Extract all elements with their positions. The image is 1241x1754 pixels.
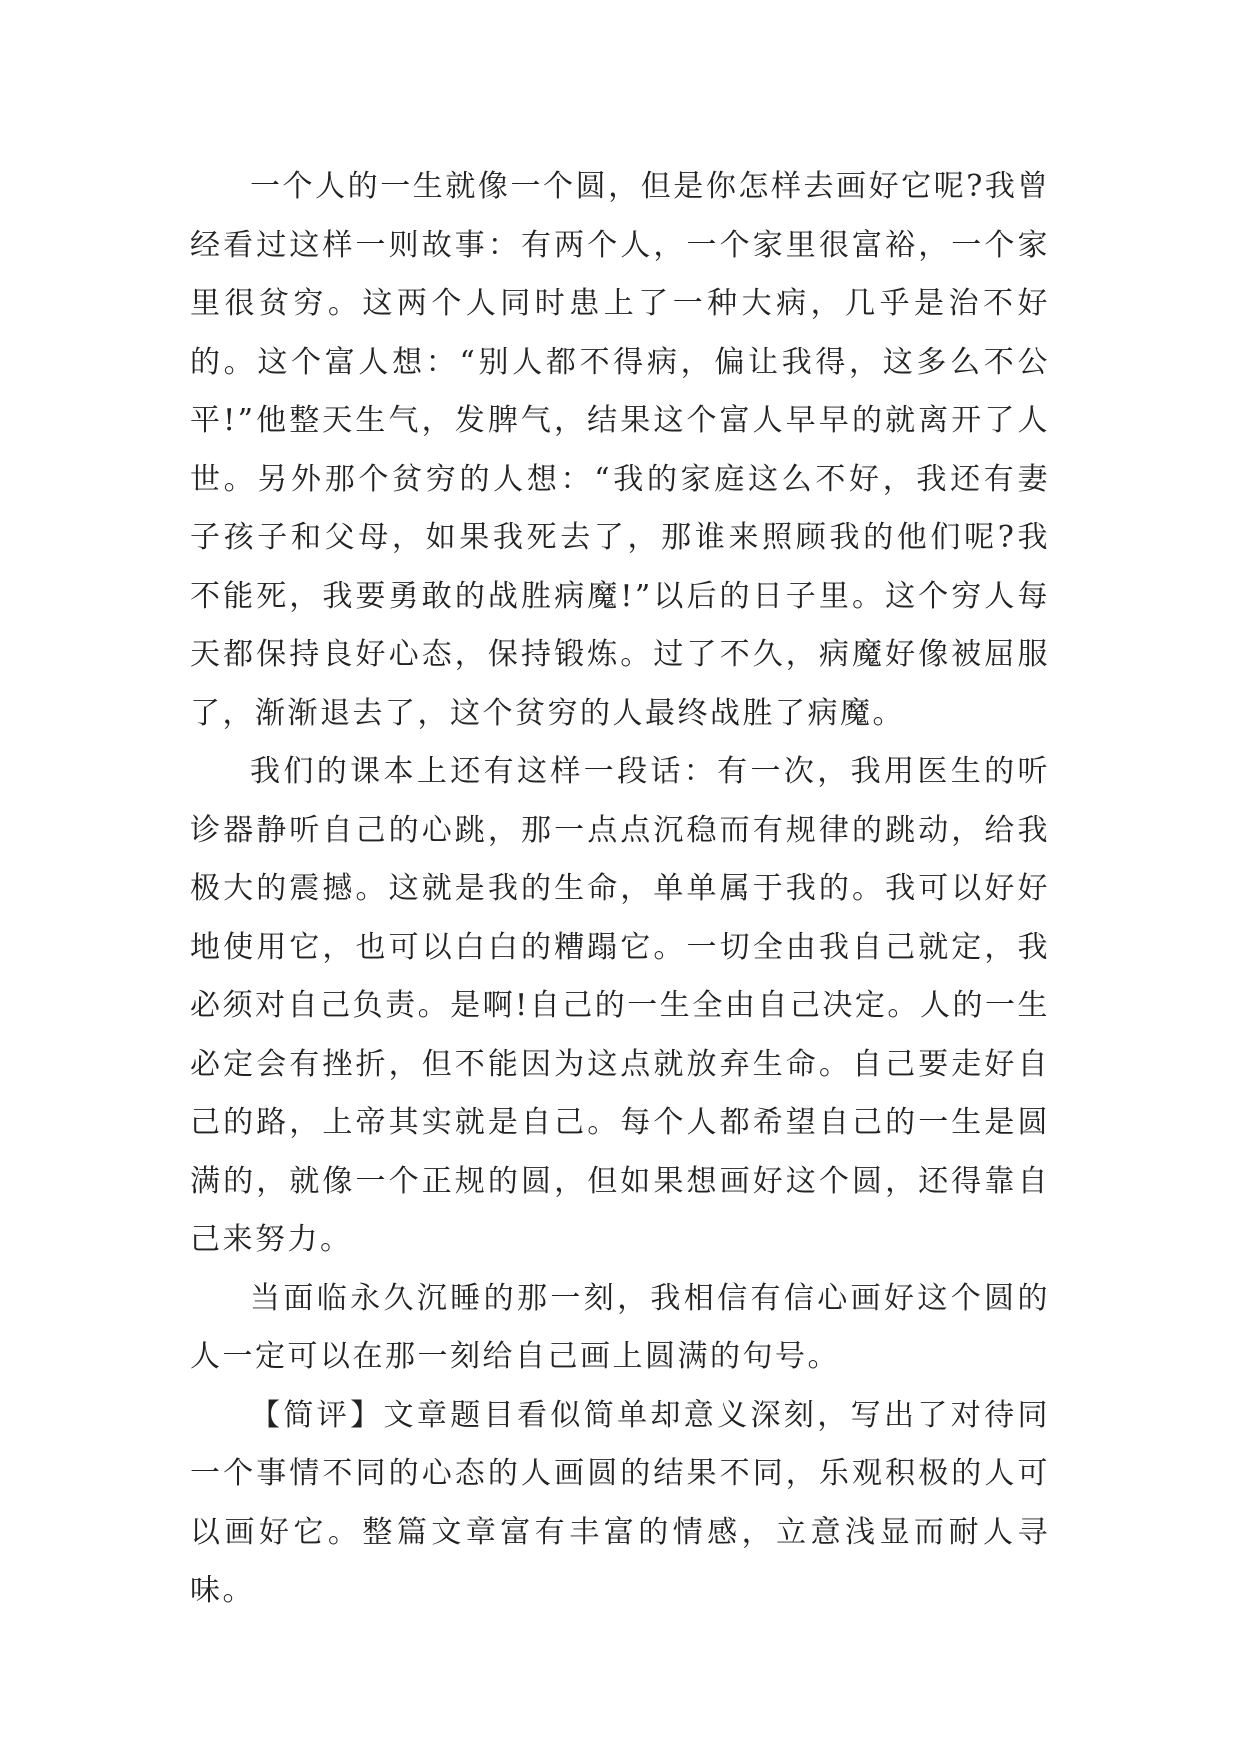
paragraph-review: 【简评】文章题目看似简单却意义深刻，写出了对待同一个事情不同的心态的人画圆的结果不同，乐观积极的人可以画好它。整篇文章富有丰富的情感，立意浅显而耐人寻味。 <box>190 1397 1050 1608</box>
paragraph-conclusion: 当面临永久沉睡的那一刻，我相信有信心画好这个圆的人一定可以在那一刻给自己画上圆满的句号。 <box>190 1280 1050 1374</box>
document-body <box>190 158 1050 1621</box>
paragraph-textbook: 我们的课本上还有这样一段话：有一次，我用医生的听诊器静听自己的心跳，那一点点沉稳而有规律的跳动，给我极大的震撼。这就是我的生命，单单属于我的。我可以好好地使用它，也可以白白的糟蹋它。一切全由我自己就定，我必须对自己负责。是啊!自己的一生全由自己决定。人的一生必定会有挫折，但不能因为这点就放弃生命。自己要走好自己的路，上帝其实就是自己。每个人都希望自己的一生是圆满的，就像一个正规的圆，但如果想画好这个圆，还得靠自己来努力。 <box>190 754 1050 1257</box>
paragraph-story: 一个人的一生就像一个圆，但是你怎样去画好它呢?我曾经看过这样一则故事：有两个人，一个家里很富裕，一个家里很贫穷。这两个人同时患上了一种大病，几乎是治不好的。这个富人想：“别人都不得病，偏让我得，这多么不公平!”他整天生气，发脾气，结果这个富人早早的就离开了人世。另外那个贫穷的人想：“我的家庭这么不好，我还有妻子孩子和父母，如果我死去了，那谁来照顾我的他们呢?我不能死，我要勇敢的战胜病魔!”以后的日子里。这个穷人每天都保持良好心态，保持锻炼。过了不久，病魔好像被屈服了，渐渐退去了，这个贫穷的人最终战胜了病魔。 <box>190 169 1050 731</box>
